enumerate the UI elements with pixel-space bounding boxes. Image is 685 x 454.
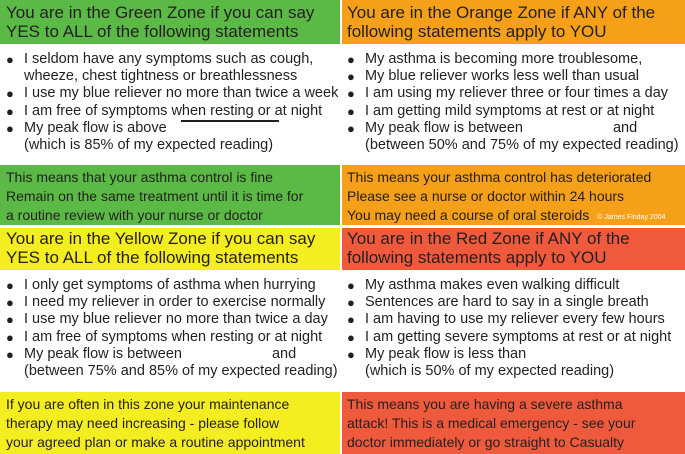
list-item: ● I am having to use my reliever every few hours [347, 311, 665, 328]
list-item: ● My asthma makes even walking difficult [347, 277, 620, 293]
list-item: ● I use my blue reliever no more than twice a day [6, 311, 328, 328]
list-item: ● I only get symptoms of asthma when hurrying [6, 277, 316, 293]
list-item: ● I seldom have any symptoms such as cough, [6, 51, 314, 67]
peak-flow-gap [182, 346, 272, 363]
red-zone-header [341, 226, 685, 270]
bullet-icon: ● [347, 329, 355, 345]
bullet-icon: ● [6, 120, 14, 136]
bullet-icon: ● [347, 278, 355, 293]
row-divider [0, 225, 685, 228]
bullet-icon: ● [6, 86, 14, 102]
list-item: ● I am using my reliever three or four times a day [347, 85, 669, 102]
advice-line: therapy may need increasing - please follow [6, 415, 280, 431]
yellow-zone-statements [0, 270, 341, 392]
bullet-icon: ● [6, 103, 14, 119]
list-item-continuation: (between 75% and 85% of my expected reading) [24, 363, 338, 380]
advice-line: This means your asthma control has deteriorated [347, 169, 652, 185]
yellow-zone-advice [0, 392, 341, 454]
advice-line: Please see a nurse or doctor within 24 hours [347, 188, 625, 204]
list-item: ● My peak flow is above [6, 120, 341, 137]
list-item: ● Sentences are hard to say in a single breath [347, 294, 649, 311]
advice-line: a routine review with your nurse or doctor [6, 207, 263, 223]
list-item: ● I am free of symptoms when resting or at night [6, 102, 323, 119]
orange-zone-statements [341, 44, 685, 165]
header-line: You are in the Yellow Zone if you can say [6, 229, 316, 248]
bullet-icon: ● [347, 69, 355, 85]
orange-zone-advice [341, 165, 685, 226]
red-zone-statements [341, 270, 685, 392]
list-item: ● I am getting severe symptoms at rest or at night [347, 328, 672, 345]
bullet-icon: ● [6, 52, 14, 67]
list-item: ● I am free of symptoms when resting or at night [6, 328, 323, 345]
copyright-notice: © James Finday 2004 [597, 214, 666, 221]
advice-line: attack! This is a medical emergency - see your [347, 415, 636, 431]
list-item: ● My peak flow is between and [6, 345, 297, 362]
green-zone-advice [0, 165, 341, 226]
header-line: You are in the Red Zone if ANY of the [347, 229, 630, 248]
green-zone-statements [0, 44, 341, 165]
list-item-continuation: (which is 85% of my expected reading) [24, 137, 274, 154]
list-item: ● My peak flow is less than [347, 345, 527, 362]
red-zone-advice [341, 392, 685, 454]
bullet-icon: ● [347, 312, 355, 328]
bullet-icon: ● [347, 346, 355, 362]
advice-line: Remain on the same treatment until it is time for [6, 188, 304, 204]
bullet-icon: ● [6, 346, 14, 362]
list-item: ● I use my blue reliever no more than twice a week [6, 85, 339, 102]
and-word: and [271, 345, 297, 362]
header-line: YES to ALL of the following statements [6, 248, 299, 267]
yellow-zone-header [0, 226, 341, 270]
bullet-icon: ● [347, 295, 355, 311]
advice-line: This means that your asthma control is fine [6, 169, 273, 185]
advice-line: This means you are having a severe asthma [347, 396, 623, 412]
bullet-icon: ● [6, 329, 14, 345]
advice-line: You may need a course of oral steroids © James Finday 2004 [347, 207, 666, 223]
list-item: ● My blue reliever works less well than usual [347, 68, 639, 85]
bullet-icon: ● [6, 278, 14, 293]
list-item: ● My asthma is becoming more troublesome, [347, 51, 643, 67]
header-line: following statements apply to YOU [347, 22, 607, 41]
list-item: ● I need my reliever in order to exercise normally [6, 294, 326, 311]
bullet-icon: ● [347, 52, 355, 67]
advice-line: your agreed plan or make a routine appointment [6, 434, 305, 450]
orange-zone-header [341, 0, 685, 44]
green-zone-header [0, 0, 341, 44]
header-line: You are in the Orange Zone if ANY of the [347, 3, 656, 22]
peak-flow-gap [523, 120, 613, 137]
bullet-icon: ● [347, 86, 355, 102]
peak-flow-blank [181, 120, 279, 122]
and-word: and [612, 119, 638, 136]
list-item-continuation: (which is 50% of my expected reading) [365, 363, 615, 380]
header-line: You are in the Green Zone if you can say [6, 3, 315, 22]
bullet-icon: ● [6, 295, 14, 311]
header-line: YES to ALL of the following statements [6, 22, 299, 41]
list-item: ● I am getting mild symptoms at rest or at night [347, 102, 655, 119]
list-item-continuation: wheeze, chest tightness or breathlessness [24, 68, 298, 85]
bullet-icon: ● [347, 120, 355, 136]
list-item: ● My peak flow is between and [347, 119, 638, 136]
bullet-icon: ● [347, 103, 355, 119]
advice-line: If you are often in this zone your maintenance [6, 396, 290, 412]
advice-line: doctor immediately or go straight to Casualty [347, 434, 625, 450]
header-line: following statements apply to YOU [347, 248, 607, 267]
bullet-icon: ● [6, 312, 14, 328]
list-item-continuation: (between 50% and 75% of my expected reading) [365, 137, 679, 154]
